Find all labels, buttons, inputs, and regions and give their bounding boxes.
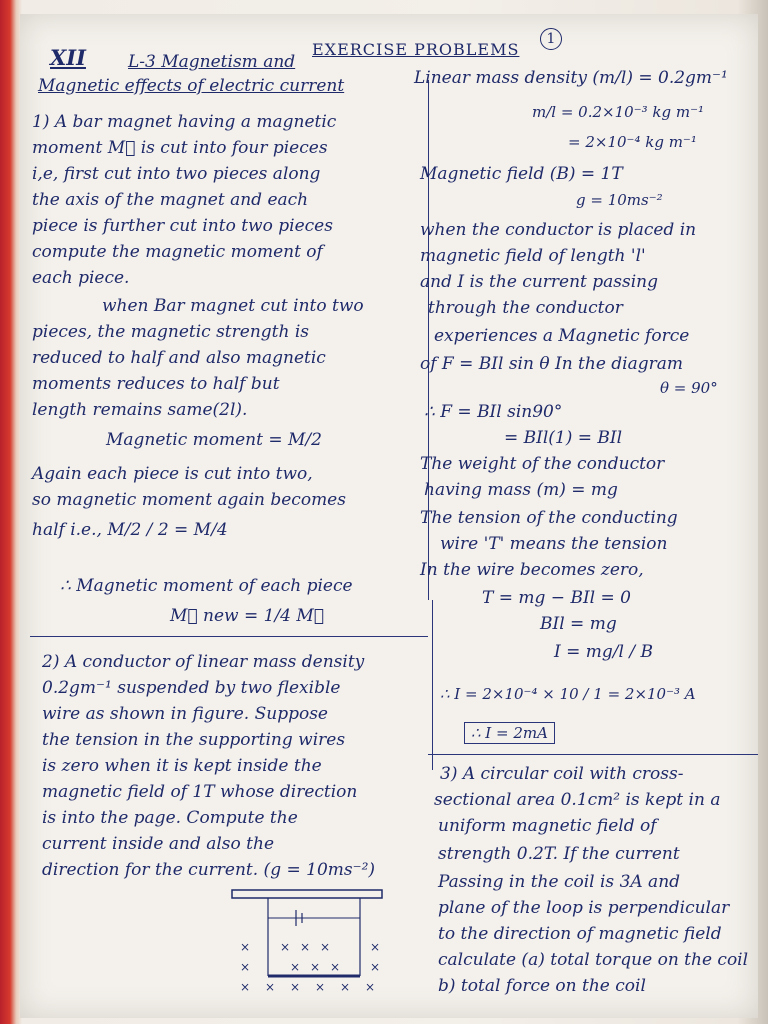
- a1-line: length remains same(2l).: [32, 400, 248, 420]
- q3-line: uniform magnetic field of: [438, 816, 657, 836]
- field-into-page-mark: ×: [340, 980, 351, 994]
- q3-line: Passing in the coil is 3A and: [438, 872, 681, 892]
- field-into-page-mark: ×: [290, 960, 301, 974]
- field-into-page-mark: ×: [240, 960, 251, 974]
- page-subtitle: Magnetic effects of electric current: [38, 76, 345, 96]
- a2-line: The weight of the conductor: [420, 454, 665, 474]
- conductor-figure: [220, 884, 400, 994]
- q3-line: sectional area 0.1cm² is kept in a: [434, 790, 721, 810]
- a2-line: BIl = mg: [540, 614, 617, 634]
- page-number: 1: [540, 28, 562, 50]
- m-new-formula: M⃗ new = 1/4 M⃗: [170, 606, 324, 626]
- a2-line: when the conductor is placed in: [420, 220, 697, 240]
- q2-line: magnetic field of 1T whose direction: [42, 782, 358, 802]
- a2-line: g = 10ms⁻²: [576, 191, 663, 209]
- q2-line: 2) A conductor of linear mass density: [42, 652, 365, 672]
- field-into-page-mark: ×: [280, 940, 291, 954]
- a2-line: In the wire becomes zero,: [420, 560, 644, 580]
- q3-line: b) total force on the coil: [438, 976, 646, 996]
- column-divider-lower: [432, 600, 434, 770]
- again-line: so magnetic moment again becomes: [32, 490, 346, 510]
- a2-line: ∴ F = BIl sin90°: [424, 402, 563, 422]
- field-into-page-mark: ×: [310, 960, 321, 974]
- q3-line: 3) A circular coil with cross-: [440, 764, 684, 784]
- q1-line: each piece.: [32, 268, 130, 288]
- q1-line: 1) A bar magnet having a magnetic: [32, 112, 337, 132]
- chapter-label: L-3 Magnetism and: [128, 52, 296, 72]
- a1-line: reduced to half and also magnetic: [32, 348, 326, 368]
- page-title: EXERCISE PROBLEMS: [312, 40, 520, 59]
- section-divider: [428, 754, 758, 755]
- answer-current-box: ∴ I = 2mA: [464, 722, 555, 744]
- field-into-page-mark: ×: [315, 980, 326, 994]
- therefore-line: ∴ Magnetic moment of each piece: [60, 576, 353, 596]
- a1-line: moments reduces to half but: [32, 374, 280, 394]
- q3-line: to the direction of magnetic field: [438, 924, 722, 944]
- a2-line: = BIl(1) = BIl: [504, 428, 623, 448]
- again-line: half i.e., M/2 / 2 = M/4: [32, 520, 228, 540]
- a2-line: I = mg/l / B: [554, 642, 653, 662]
- a2-line: having mass (m) = mg: [424, 480, 618, 500]
- a2-line: = 2×10⁻⁴ kg m⁻¹: [568, 133, 697, 151]
- a1-line: pieces, the magnetic strength is: [32, 322, 309, 342]
- a2-line: T = mg − BIl = 0: [482, 588, 631, 608]
- q2-line: direction for the current. (g = 10ms⁻²): [42, 860, 376, 880]
- a2-line: and I is the current passing: [420, 272, 658, 292]
- a2-line: through the conductor: [428, 298, 623, 318]
- a2-line: m/l = 0.2×10⁻³ kg m⁻¹: [532, 103, 705, 121]
- q2-line: is zero when it is kept inside the: [42, 756, 322, 776]
- again-line: Again each piece is cut into two,: [32, 464, 313, 484]
- a2-line: Magnetic field (B) = 1T: [420, 164, 623, 184]
- q3-line: plane of the loop is perpendicular: [438, 898, 730, 918]
- q2-line: 0.2gm⁻¹ suspended by two flexible: [42, 678, 341, 698]
- a2-line: The tension of the conducting: [420, 508, 678, 528]
- q3-line: strength 0.2T. If the current: [438, 844, 680, 864]
- field-into-page-mark: ×: [320, 940, 331, 954]
- q1-line: i,e, first cut into two pieces along: [32, 164, 321, 184]
- field-into-page-mark: ×: [265, 980, 276, 994]
- a1-line: when Bar magnet cut into two: [102, 296, 364, 316]
- q2-line: the tension in the supporting wires: [42, 730, 346, 750]
- q1-line: the axis of the magnet and each: [32, 190, 309, 210]
- notebook-page: [20, 14, 758, 1018]
- field-into-page-mark: ×: [370, 940, 381, 954]
- field-into-page-mark: ×: [365, 980, 376, 994]
- a2-line: Linear mass density (m/l) = 0.2gm⁻¹: [414, 68, 728, 88]
- a2-line: θ = 90°: [660, 379, 718, 397]
- q3-line: calculate (a) total torque on the coil: [438, 950, 749, 970]
- a2-line: experiences a Magnetic force: [434, 326, 690, 346]
- q1-line: piece is further cut into two pieces: [32, 216, 333, 236]
- field-into-page-mark: ×: [300, 940, 311, 954]
- field-into-page-mark: ×: [330, 960, 341, 974]
- a2-line: wire 'T' means the tension: [440, 534, 668, 554]
- q2-line: wire as shown in figure. Suppose: [42, 704, 328, 724]
- q1-line: moment M⃗ is cut into four pieces: [32, 138, 328, 158]
- magnetic-moment-formula: Magnetic moment = M/2: [106, 430, 322, 450]
- left-divider: [30, 636, 428, 637]
- q2-line: current inside and also the: [42, 834, 275, 854]
- field-into-page-mark: ×: [240, 940, 251, 954]
- field-into-page-mark: ×: [370, 960, 381, 974]
- q1-line: compute the magnetic moment of: [32, 242, 323, 262]
- field-into-page-mark: ×: [290, 980, 301, 994]
- a2-line: magnetic field of length 'l': [420, 246, 646, 266]
- q2-line: is into the page. Compute the: [42, 808, 298, 828]
- class-label: XII: [50, 45, 86, 70]
- a2-line: of F = BIl sin θ In the diagram: [420, 354, 684, 374]
- conductor-diagram: [220, 884, 400, 994]
- field-into-page-mark: ×: [240, 980, 251, 994]
- a2-line: ∴ I = 2×10⁻⁴ × 10 / 1 = 2×10⁻³ A: [440, 685, 696, 703]
